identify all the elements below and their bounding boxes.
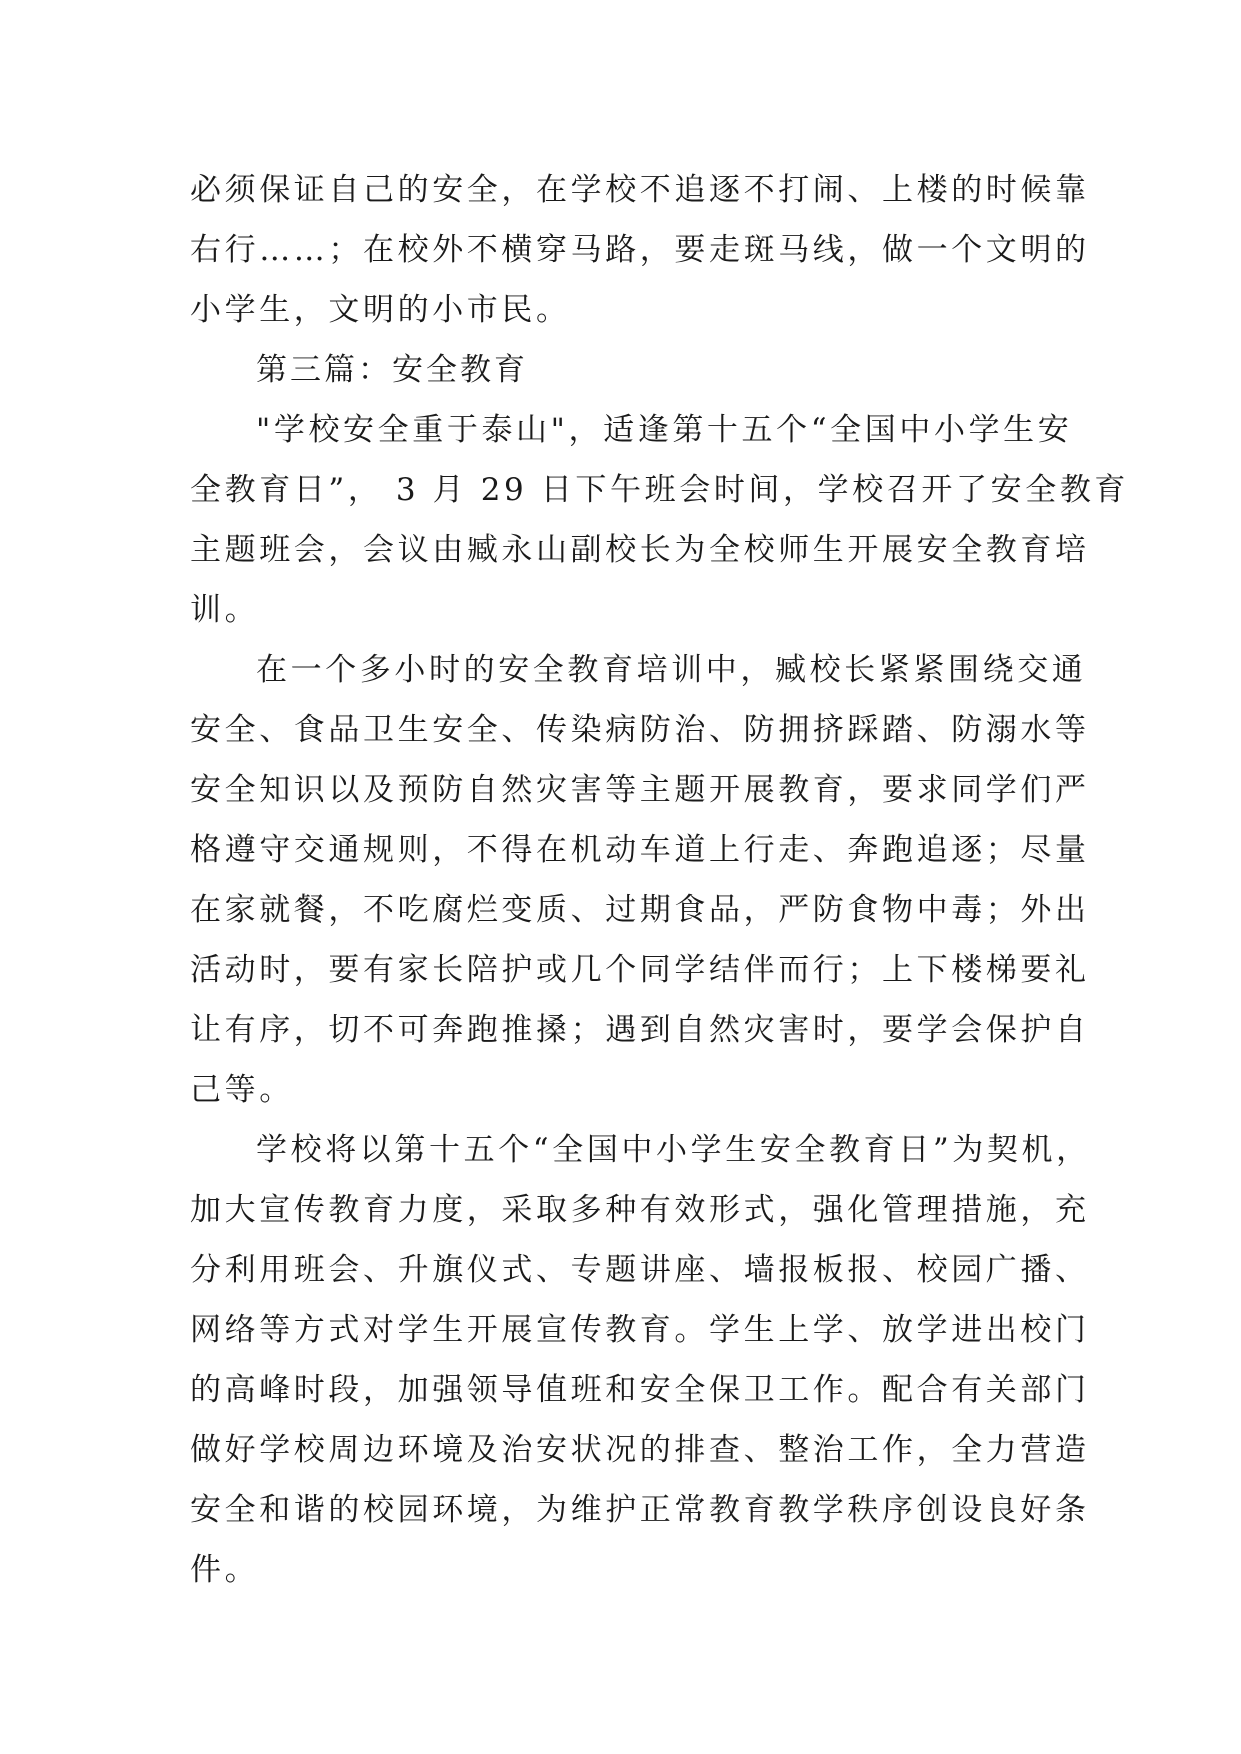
paragraph-line: 学校将以第十五个“全国中小学生安全教育日”为契机， — [256, 1132, 1091, 1168]
paragraph-line: 右行……；在校外不横穿马路，要走斑马线，做一个文明的 — [190, 232, 1090, 268]
paragraph-line: 活动时，要有家长陪护或几个同学结伴而行；上下楼梯要礼 — [190, 952, 1090, 988]
paragraph-line: 网络等方式对学生开展宣传教育。学生上学、放学进出校门 — [190, 1312, 1090, 1348]
paragraph-line: 必须保证自己的安全，在学校不追逐不打闹、上楼的时候靠 — [190, 172, 1090, 208]
document-body — [190, 160, 1130, 1600]
paragraph-line: 做好学校周边环境及治安状况的排查、整治工作，全力营造 — [190, 1432, 1090, 1468]
paragraph-line: 安全知识以及预防自然灾害等主题开展教育，要求同学们严 — [190, 772, 1090, 808]
section-heading: 第三篇：安全教育 — [256, 352, 528, 388]
paragraph-line: 在一个多小时的安全教育培训中，臧校长紧紧围绕交通 — [256, 652, 1087, 688]
paragraph-line: 在家就餐，不吃腐烂变质、过期食品，严防食物中毒；外出 — [190, 892, 1090, 928]
paragraph-line: 训。 — [190, 592, 260, 628]
paragraph-line: 的高峰时段，加强领导值班和安全保卫工作。配合有关部门 — [190, 1372, 1090, 1408]
paragraph-line: 己等。 — [190, 1072, 294, 1108]
paragraph-line: 加大宣传教育力度，采取多种有效形式，强化管理措施，充 — [190, 1192, 1090, 1228]
paragraph-line: 分利用班会、升旗仪式、专题讲座、墙报板报、校园广播、 — [190, 1252, 1090, 1288]
paragraph-line: 让有序，切不可奔跑推搡；遇到自然灾害时，要学会保护自 — [190, 1012, 1090, 1048]
paragraph-line: 件。 — [190, 1552, 260, 1588]
paragraph-line: "学校安全重于泰山"，适逢第十五个“全国中小学生安 — [256, 412, 1073, 448]
paragraph-line: 全教育日”， 3 月 29 日下午班会时间，学校召开了安全教育 — [190, 472, 1130, 508]
paragraph-line: 格遵守交通规则，不得在机动车道上行走、奔跑追逐；尽量 — [190, 832, 1090, 868]
paragraph-line: 主题班会，会议由臧永山副校长为全校师生开展安全教育培 — [190, 532, 1090, 568]
paragraph-line: 小学生，文明的小市民。 — [190, 292, 571, 328]
paragraph-line: 安全和谐的校园环境，为维护正常教育教学秩序创设良好条 — [190, 1492, 1090, 1528]
paragraph-line: 安全、食品卫生安全、传染病防治、防拥挤踩踏、防溺水等 — [190, 712, 1090, 748]
